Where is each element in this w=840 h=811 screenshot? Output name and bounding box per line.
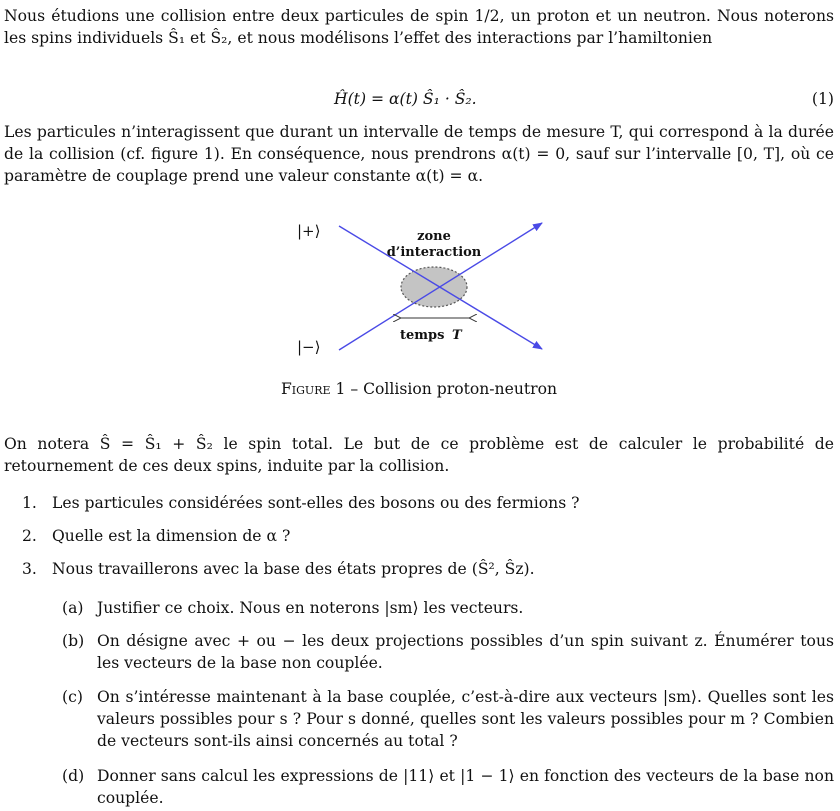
subquestion-text: Justifier ce choix. Nous en noterons |sm⟩ les vecteurs.	[97, 599, 524, 617]
subquestion-text: On s’intéresse maintenant à la base couplée, c’est-à-dire aux vecteurs |sm⟩. Quelles sont les valeurs possibles pour s ? Pour s donné, quelles sont les valeurs possibles pour m ? Combien de vecteurs sont-ils ainsi concernés au total ?	[97, 688, 834, 750]
subquestion-text: On désigne avec + ou − les deux projections possibles d’un spin suivant z. Énumérer tous les vecteurs de la base non couplée.	[97, 632, 834, 672]
figure-caption	[4, 378, 834, 400]
label-plus: |+⟩	[297, 222, 321, 240]
intro-paragraph: Nous étudions une collision entre deux particules de spin 1/2, un proton et un neutron. Nous noterons les spins individuels Ŝ₁ et Ŝ₂, et nous modélisons l’effet des interactions par l’hamiltonien	[4, 7, 834, 47]
time-symbol: T	[452, 328, 462, 343]
subquestion-label: (c)	[62, 688, 83, 706]
question-text: Les particules considérées sont-elles des bosons ou des fermions ?	[52, 494, 580, 512]
zone-label-line2: d’interaction	[386, 245, 482, 260]
interaction-zone	[401, 267, 467, 307]
hamiltonian-equation	[4, 88, 834, 112]
question-number: 3.	[22, 560, 37, 578]
subquestion-text: Donner sans calcul les expressions de |11⟩ et |1 − 1⟩ en fonction des vecteurs de la base non couplée.	[97, 767, 834, 807]
time-label: temps	[400, 328, 445, 343]
caption-prefix: Figure 1	[280, 380, 346, 398]
subquestion-label: (a)	[62, 599, 84, 617]
equation-formula: Ĥ(t) = α(t) Ŝ₁ · Ŝ₂.	[334, 90, 477, 108]
zone-label-line1: zone	[417, 229, 451, 244]
interval-paragraph: Les particules n’interagissent que durant un intervalle de temps de mesure T, qui correspond à la durée de la collision (cf. figure 1). En conséquence, nous prendrons α(t) = 0, sauf sur l’intervalle [0, T], où ce paramètre de couplage prend une valeur constante α(t) = α.	[4, 123, 834, 185]
label-minus: |−⟩	[297, 338, 321, 356]
subquestion-label: (b)	[62, 632, 85, 650]
question-text: Quelle est la dimension de α ?	[52, 527, 291, 545]
question-number: 1.	[22, 494, 37, 512]
subquestion-label: (d)	[62, 767, 85, 785]
question-text: Nous travaillerons avec la base des états propres de (Ŝ², Ŝz).	[52, 560, 535, 578]
collision-figure	[284, 214, 564, 364]
caption-text: – Collision proton-neutron	[345, 380, 558, 398]
equation-number: (1)	[811, 90, 834, 108]
question-number: 2.	[22, 527, 37, 545]
collision-diagram	[284, 214, 564, 364]
total-spin-paragraph: On notera Ŝ = Ŝ₁ + Ŝ₂ le spin total. Le but de ce problème est de calculer le probabilité de retournement de ces deux spins, induite par la collision.	[4, 435, 834, 475]
